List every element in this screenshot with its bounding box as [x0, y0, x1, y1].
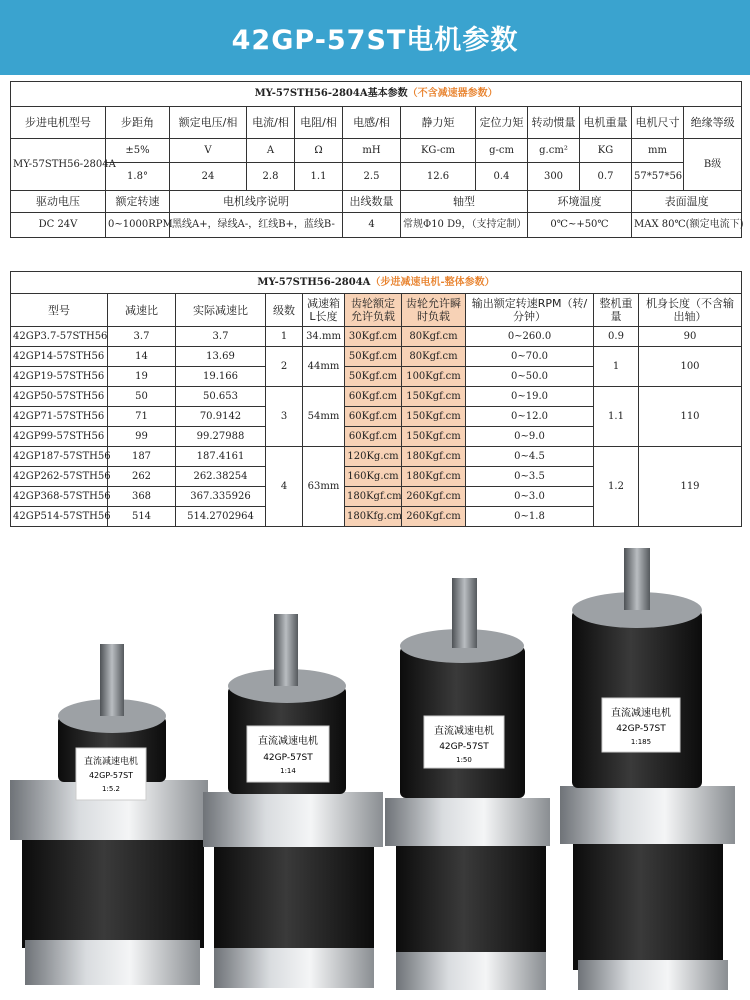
table1-value2: 4	[343, 213, 401, 238]
cell-actual-ratio: 187.4161	[176, 447, 266, 467]
table1-value: 1.8°	[106, 163, 170, 191]
cell-speed: 0~70.0	[466, 347, 594, 367]
table1-header2: 轴型	[401, 191, 528, 213]
table1-caption: MY-57STH56-2804A基本参数（不含减速器参数）	[11, 82, 742, 107]
label-2-model: 42GP-57ST	[263, 753, 313, 763]
table1-header2: 环境温度	[528, 191, 632, 213]
cell-speed: 0~260.0	[466, 327, 594, 347]
table1-unit: A	[247, 139, 295, 163]
gearmotor-params-table	[10, 271, 742, 527]
cell-weight: 1	[594, 347, 639, 387]
cell-model: 42GP99-57STH56	[11, 427, 108, 447]
table2-header: 输出额定转速RPM（转/分钟）	[466, 294, 594, 327]
cell-rated-load: 50Kgf.cm	[345, 367, 402, 387]
cell-stage: 4	[266, 447, 303, 527]
cell-stage: 2	[266, 347, 303, 387]
cell-rated-load: 60Kgf.cm	[345, 427, 402, 447]
gear-motor-1	[10, 644, 208, 985]
table1-value: 0.7	[580, 163, 632, 191]
cell-speed: 0~3.5	[466, 467, 594, 487]
label-1-model: 42GP-57ST	[88, 771, 134, 780]
cell-actual-ratio: 50.653	[176, 387, 266, 407]
table1-value2: 0℃~+50℃	[528, 213, 632, 238]
table2-caption: MY-57STH56-2804A（步进减速电机-整体参数）	[11, 272, 742, 294]
table1-unit: KG	[580, 139, 632, 163]
cell-peak-load: 80Kgf.cm	[402, 327, 466, 347]
cell-actual-ratio: 3.7	[176, 327, 266, 347]
cell-speed: 0~4.5	[466, 447, 594, 467]
table2-header: 齿轮允许瞬时负载	[402, 294, 466, 327]
table1-value: 0.4	[476, 163, 528, 191]
cell-peak-load: 260Kgf.cm	[402, 487, 466, 507]
cell-speed: 0~50.0	[466, 367, 594, 387]
cell-ratio: 99	[108, 427, 176, 447]
cell-weight: 1.2	[594, 447, 639, 527]
table2-header: 实际减速比	[176, 294, 266, 327]
cell-rated-load: 180Kgf.cm	[345, 487, 402, 507]
table-row	[11, 347, 742, 367]
cell-stage: 1	[266, 327, 303, 347]
gear-motor-4	[560, 548, 735, 990]
cell-rated-load: 50Kgf.cm	[345, 347, 402, 367]
cell-actual-ratio: 514.2702964	[176, 507, 266, 527]
table2-header: 级数	[266, 294, 303, 327]
cell-peak-load: 100Kgf.cm	[402, 367, 466, 387]
cell-speed: 0~3.0	[466, 487, 594, 507]
cell-ratio: 262	[108, 467, 176, 487]
table2-header: 机身长度（不含输出轴）	[639, 294, 742, 327]
table1-value: 300	[528, 163, 580, 191]
cell-length: 34.mm	[303, 327, 345, 347]
label-4-model: 42GP-57ST	[616, 724, 666, 734]
title-banner	[0, 0, 750, 75]
table1-header: 额定电压/相	[170, 107, 247, 139]
cell-ratio: 368	[108, 487, 176, 507]
page-title: 42GP-57ST电机参数	[231, 25, 519, 56]
gear-motor-2	[203, 614, 383, 988]
table2-header: 整机重量	[594, 294, 639, 327]
cell-ratio: 71	[108, 407, 176, 427]
cell-peak-load: 180Kgf.cm	[402, 467, 466, 487]
label-3-ratio: 1:50	[456, 756, 472, 764]
cell-body-length: 119	[639, 447, 742, 527]
table1-header: 电阻/相	[295, 107, 343, 139]
table2-header: 减速箱L长度	[303, 294, 345, 327]
cell-length: 44mm	[303, 347, 345, 387]
table1-value2: 0~1000RPM	[106, 213, 170, 238]
table1-insulation: B级	[684, 139, 742, 191]
label-4-title: 直流减速电机	[611, 708, 671, 719]
label-3-model: 42GP-57ST	[439, 742, 489, 752]
basic-params-table	[10, 81, 742, 238]
cell-peak-load: 150Kgf.cm	[402, 427, 466, 447]
cell-model: 42GP19-57STH56	[11, 367, 108, 387]
cell-ratio: 187	[108, 447, 176, 467]
cell-peak-load: 260Kgf.cm	[402, 507, 466, 527]
cell-peak-load: 180Kgf.cm	[402, 447, 466, 467]
cell-stage: 3	[266, 387, 303, 447]
cell-length: 63mm	[303, 447, 345, 527]
table-row	[11, 447, 742, 467]
cell-body-length: 110	[639, 387, 742, 447]
cell-speed: 0~9.0	[466, 427, 594, 447]
cell-peak-load: 150Kgf.cm	[402, 387, 466, 407]
cell-body-length: 90	[639, 327, 742, 347]
cell-ratio: 514	[108, 507, 176, 527]
label-2-ratio: 1:14	[280, 767, 296, 775]
cell-ratio: 50	[108, 387, 176, 407]
gear-motor-photo	[0, 548, 750, 1000]
table1-header: 绝缘等级	[684, 107, 742, 139]
table2-header: 减速比	[108, 294, 176, 327]
cell-weight: 0.9	[594, 327, 639, 347]
cell-rated-load: 30Kgf.cm	[345, 327, 402, 347]
table1-header: 静力矩	[401, 107, 476, 139]
cell-model: 42GP514-57STH56	[11, 507, 108, 527]
gear-motor-3	[385, 578, 550, 990]
cell-speed: 0~19.0	[466, 387, 594, 407]
cell-ratio: 3.7	[108, 327, 176, 347]
label-3-title: 直流减速电机	[434, 726, 494, 737]
table1-header: 步进电机型号	[11, 107, 106, 139]
table-row	[11, 387, 742, 407]
table1-unit: V	[170, 139, 247, 163]
table1-unit: ±5%	[106, 139, 170, 163]
table1-value: 57*57*56	[632, 163, 684, 191]
cell-model: 42GP71-57STH56	[11, 407, 108, 427]
table1-header2: 电机线序说明	[170, 191, 343, 213]
table1-unit: mH	[343, 139, 401, 163]
table1-header: 转动惯量	[528, 107, 580, 139]
cell-rated-load: 60Kgf.cm	[345, 407, 402, 427]
cell-model: 42GP50-57STH56	[11, 387, 108, 407]
cell-speed: 0~1.8	[466, 507, 594, 527]
cell-rated-load: 60Kgf.cm	[345, 387, 402, 407]
label-1-title: 直流减速电机	[83, 757, 139, 767]
table1-unit: g-cm	[476, 139, 528, 163]
table1-unit: KG-cm	[401, 139, 476, 163]
cell-length: 54mm	[303, 387, 345, 447]
table1-model: MY-57STH56-2804A	[11, 139, 106, 191]
table1-header: 电流/相	[247, 107, 295, 139]
table1-unit: g.cm²	[528, 139, 580, 163]
cell-rated-load: 120Kg.cm	[345, 447, 402, 467]
cell-model: 42GP262-57STH56	[11, 467, 108, 487]
table-row	[11, 327, 742, 347]
label-4-ratio: 1:185	[630, 738, 652, 746]
table1-header: 电机重量	[580, 107, 632, 139]
table1-unit: mm	[632, 139, 684, 163]
table1-value2: 黑线A+，绿线A-，红线B+，蓝线B-	[170, 213, 343, 238]
table1-header2: 出线数量	[343, 191, 401, 213]
cell-actual-ratio: 19.166	[176, 367, 266, 387]
table1-header: 电机尺寸	[632, 107, 684, 139]
cell-peak-load: 80Kgf.cm	[402, 347, 466, 367]
cell-model: 42GP187-57STH56	[11, 447, 108, 467]
cell-actual-ratio: 13.69	[176, 347, 266, 367]
cell-ratio: 19	[108, 367, 176, 387]
table2-header: 型号	[11, 294, 108, 327]
table1-value2: 常规Φ10 D9，（支持定制）	[401, 213, 528, 238]
cell-speed: 0~12.0	[466, 407, 594, 427]
cell-body-length: 100	[639, 347, 742, 387]
table1-value: 12.6	[401, 163, 476, 191]
table1-header2: 驱动电压	[11, 191, 106, 213]
table1-value: 2.5	[343, 163, 401, 191]
cell-peak-load: 150Kgf.cm	[402, 407, 466, 427]
cell-actual-ratio: 99.27988	[176, 427, 266, 447]
table1-value2: DC 24V	[11, 213, 106, 238]
cell-actual-ratio: 70.9142	[176, 407, 266, 427]
cell-ratio: 14	[108, 347, 176, 367]
table1-header2: 额定转速	[106, 191, 170, 213]
table1-header: 定位力矩	[476, 107, 528, 139]
label-2-title: 直流减速电机	[258, 736, 318, 747]
cell-model: 42GP3.7-57STH56	[11, 327, 108, 347]
cell-actual-ratio: 262.38254	[176, 467, 266, 487]
cell-rated-load: 160Kg.cm	[345, 467, 402, 487]
table1-value: 1.1	[295, 163, 343, 191]
cell-actual-ratio: 367.335926	[176, 487, 266, 507]
table1-value2: MAX 80℃(额定电流下)	[632, 213, 742, 238]
table1-header: 步距角	[106, 107, 170, 139]
table2-header: 齿轮额定允许负载	[345, 294, 402, 327]
table1-header2: 表面温度	[632, 191, 742, 213]
table1-value: 24	[170, 163, 247, 191]
cell-weight: 1.1	[594, 387, 639, 447]
table1-header: 电感/相	[343, 107, 401, 139]
cell-model: 42GP14-57STH56	[11, 347, 108, 367]
label-1-ratio: 1:5.2	[102, 785, 120, 793]
cell-rated-load: 180Kfg.cm	[345, 507, 402, 527]
table1-unit: Ω	[295, 139, 343, 163]
cell-model: 42GP368-57STH56	[11, 487, 108, 507]
table1-value: 2.8	[247, 163, 295, 191]
